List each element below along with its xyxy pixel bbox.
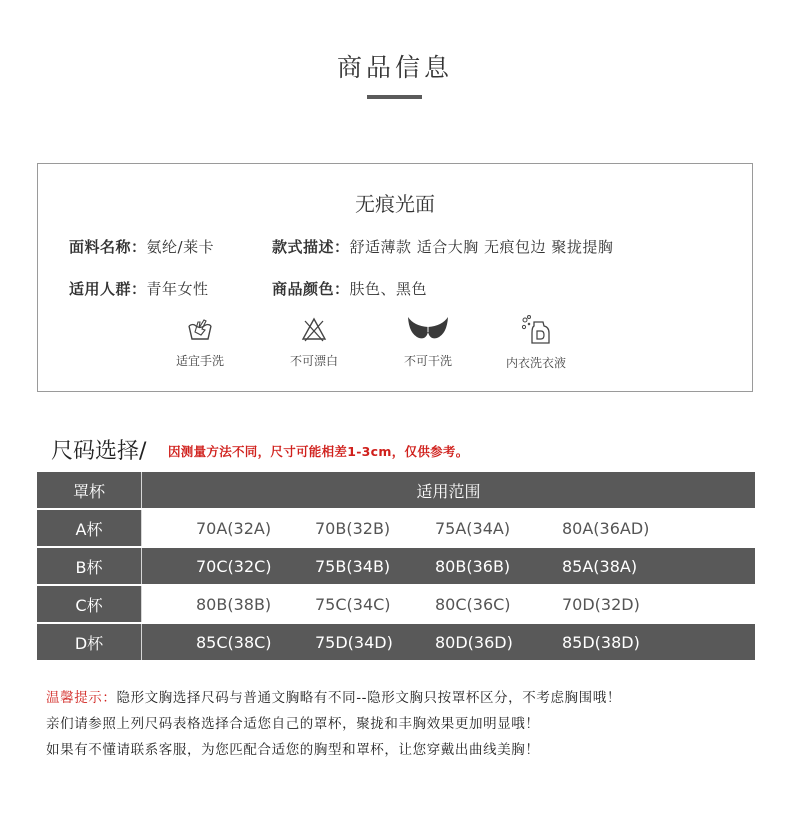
care-hand-wash-label: 适宜手洗: [175, 354, 224, 368]
size-cell: 85A(38A): [562, 556, 638, 576]
tip-text-1: 隐形文胸选择尺码与普通文胸略有不同--隐形文胸只按罩杯区分，不考虑胸围哦！: [116, 690, 621, 706]
tips-line-2: 亲们请参照上列尺码表格选择合适您自己的罩杯，聚拢和丰胸效果更加明显哦！: [46, 716, 540, 732]
cup-cell: B杯: [37, 548, 142, 584]
care-detergent-label: 内衣洗衣液: [505, 356, 566, 370]
cup-cell: C杯: [37, 586, 142, 622]
style-label: 款式描述：: [272, 238, 350, 256]
care-no-dry-clean: [383, 314, 473, 369]
color-row: [272, 278, 427, 299]
size-cell: 70B(32B): [315, 518, 391, 538]
header-cup-cell: 罩杯: [37, 472, 142, 508]
size-cell: 70D(32D): [562, 594, 640, 614]
page-title: 商品信息: [336, 53, 453, 82]
table-row-a: [37, 510, 755, 546]
size-cell: 70C(32C): [196, 556, 272, 576]
size-cell: 85C(38C): [196, 632, 272, 652]
tips-line-1: [46, 685, 621, 711]
table-header-row: [37, 472, 755, 508]
no-bleach-icon: [299, 314, 329, 344]
care-no-bleach: [269, 314, 359, 369]
lingerie-detergent-icon: [519, 314, 553, 346]
table-row-b: [37, 548, 755, 584]
size-measure-note: 因测量方法不同，尺寸可能相差1-3cm，仅供参考。: [168, 444, 469, 459]
cup-cell: D杯: [37, 624, 142, 660]
size-cell: 80B(36B): [435, 556, 511, 576]
table-row-c: [37, 586, 755, 622]
size-cell: 80B(38B): [196, 594, 272, 614]
warm-tip-label: 温馨提示：: [46, 690, 117, 706]
product-name: 无痕光面: [355, 192, 435, 216]
size-cell: 75D(34D): [315, 632, 393, 652]
hand-wash-icon: [185, 314, 215, 344]
size-cell: 75C(34C): [315, 594, 391, 614]
care-no-bleach-label: 不可漂白: [289, 354, 338, 368]
style-row: [272, 236, 613, 257]
care-hand-wash: [155, 314, 245, 369]
title-underline: [367, 95, 422, 99]
people-row: [69, 278, 209, 299]
people-label: 适用人群：: [69, 280, 147, 298]
size-cell: 75A(34A): [435, 518, 511, 538]
size-cell: 85D(38D): [562, 632, 640, 652]
size-cell: 70A(32A): [196, 518, 272, 538]
size-cell: 75B(34B): [315, 556, 391, 576]
people-value: 青年女性: [146, 280, 209, 298]
fabric-label: 面料名称：: [69, 238, 147, 256]
no-dry-clean-icon: [405, 314, 451, 344]
color-value: 肤色、黑色: [349, 280, 428, 298]
size-cell: 80A(36AD): [562, 518, 650, 538]
size-cell: 80D(36D): [435, 632, 513, 652]
tips-block: [46, 685, 621, 763]
care-no-dry-clean-label: 不可干洗: [403, 354, 452, 368]
table-row-d: [37, 624, 755, 660]
tips-line-3: 如果有不懂请联系客服，为您匹配合适您的胸型和罩杯，让您穿戴出曲线美胸！: [46, 742, 540, 758]
fabric-row: [69, 236, 214, 257]
size-table: [37, 472, 755, 660]
product-info-box: [37, 163, 753, 392]
care-detergent: [491, 314, 581, 371]
size-section-title: 尺码选择/: [51, 439, 147, 464]
color-label: 商品颜色：: [272, 280, 350, 298]
size-cell: 80C(36C): [435, 594, 511, 614]
fabric-value: 氨纶/莱卡: [146, 238, 215, 256]
style-value: 舒适薄款 适合大胸 无痕包边 聚拢提胸: [349, 238, 614, 256]
header-range-cell: 适用范围: [416, 481, 481, 501]
cup-cell: A杯: [37, 510, 142, 546]
